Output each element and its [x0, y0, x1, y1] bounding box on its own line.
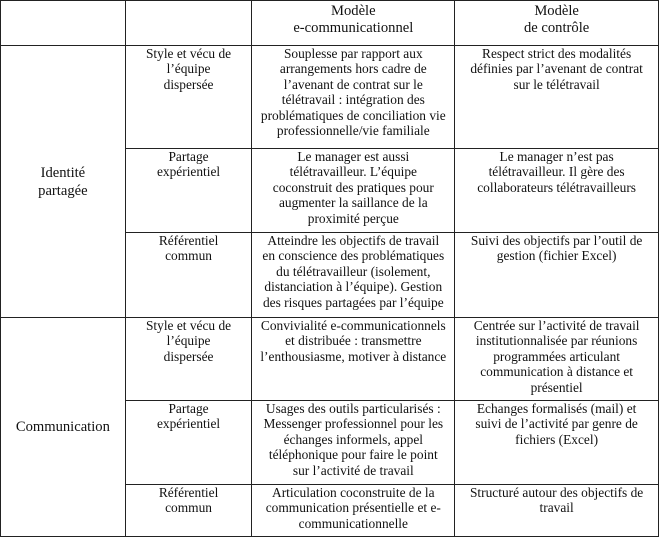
cell-text: télétravailleur. L’équipe [289, 164, 417, 180]
cell-text: Structuré autour des objectifs de [469, 485, 644, 500]
cell-text: sur le télétravail [513, 76, 600, 92]
cell-text: en conscience des problématiques [262, 248, 445, 264]
subcategory-cell [125, 485, 252, 537]
cell-text: Respect strict des modalités [482, 46, 632, 61]
subcategory-cell [125, 318, 252, 401]
cell-text: Centrée sur l’activité de travail [473, 318, 640, 333]
controle-cell [455, 401, 659, 485]
cell-text: Le manager est aussi [297, 149, 410, 164]
header-text: Modèle [331, 3, 376, 19]
group-label-text: Identité [40, 164, 86, 181]
subcategory-text: Partage [168, 401, 209, 416]
cell-text: définies par l’avenant de contrat [470, 61, 643, 77]
cell-text: collaborateurs télétravailleurs [477, 179, 636, 195]
subcategory-text: commun [165, 248, 212, 264]
ecom-cell [252, 149, 455, 233]
cell-text: Messenger professionnel pour les [263, 416, 444, 432]
subcategory-cell [125, 46, 252, 149]
group-label-text: Communication [15, 419, 110, 435]
subcategory-text: dispersée [163, 348, 214, 364]
cell-text: télétravailleur. Il gère des [488, 164, 625, 180]
ecom-cell [252, 318, 455, 401]
cell-text: et distribuée : transmettre [285, 333, 422, 349]
cell-text: suivi de l’activité par genre de [475, 416, 638, 432]
subcategory-cell [125, 233, 252, 318]
cell-text: problématiques de conciliation vie [260, 107, 446, 123]
cell-text: programmées articulant [493, 348, 621, 364]
ecom-cell [252, 485, 455, 537]
header-text: de contrôle [523, 20, 590, 36]
subcategory-text: l’équipe [166, 61, 211, 77]
subcategory-text: dispersée [163, 76, 214, 92]
subcategory-text: l’équipe [166, 333, 211, 349]
ecom-cell [252, 401, 455, 485]
empty-subheader-cell [125, 1, 252, 46]
cell-text: gestion (fichier Excel) [496, 248, 617, 264]
cell-text: du télétravailleur (isolement, [276, 263, 431, 279]
cell-text: Souplesse par rapport aux [283, 46, 423, 61]
cell-text: sur l’activité de travail [292, 462, 414, 478]
cell-text: échanges informels, appel [283, 431, 424, 447]
controle-cell [455, 149, 659, 233]
cell-text: Convivialité e-communicationnels [260, 318, 446, 333]
ecom-cell [252, 233, 455, 318]
cell-text: l’enthousiasme, motiver à distance [260, 348, 447, 364]
cell-text: proximité perçue [307, 210, 399, 226]
header-text: e-communicationnel [293, 20, 414, 36]
cell-text: télétravail : intégration des [281, 92, 425, 108]
ecom-cell [252, 46, 455, 149]
group-label-communication [1, 318, 126, 537]
controle-cell [455, 485, 659, 537]
cell-text: Suivi des objectifs par l’outil de [470, 233, 643, 248]
cell-text: professionnelle/vie familiale [276, 123, 430, 139]
empty-corner-cell [1, 1, 126, 46]
cell-text: coconstruit des pratiques pour [272, 179, 434, 195]
subcategory-text: Style et vécu de [145, 318, 232, 333]
subcategory-cell [125, 149, 252, 233]
subcategory-text: Référentiel [158, 485, 219, 500]
cell-text: communication à distance et [480, 364, 634, 380]
subcategory-text: Partage [168, 149, 209, 164]
header-controle [455, 1, 659, 46]
controle-cell [455, 318, 659, 401]
group-label-identite [1, 46, 126, 318]
cell-text: distanciation à l’équipe). Gestion [264, 279, 443, 295]
cell-text: Atteindre les objectifs de travail [267, 233, 440, 248]
header-text: Modèle [534, 3, 579, 19]
subcategory-text: Référentiel [158, 233, 219, 248]
cell-text: arrangements hors cadre de [279, 61, 427, 77]
header-ecommunicationnel [252, 1, 455, 46]
cell-text: fichiers (Excel) [515, 431, 599, 447]
subcategory-text: Style et vécu de [145, 46, 232, 61]
cell-text: Echanges formalisés (mail) et [476, 401, 637, 416]
cell-text: Le manager n’est pas [499, 149, 614, 164]
cell-text: des risques partagées par l’équipe [262, 294, 444, 310]
subcategory-text: commun [165, 500, 212, 516]
subcategory-text: expérientiel [156, 164, 221, 180]
cell-text: communicationnelle [298, 515, 408, 531]
group-label-text: partagée [38, 182, 88, 199]
subcategory-cell [125, 401, 252, 485]
cell-text: augmenter la saillance de la [278, 195, 428, 211]
cell-text: l’avenant de contrat sur le [283, 76, 423, 92]
cell-text: travail [539, 500, 574, 516]
cell-text: communication présentielle et e- [265, 500, 441, 516]
table-row [1, 318, 659, 401]
cell-text: Usages des outils particularisés : [265, 401, 441, 416]
subcategory-text: expérientiel [156, 416, 221, 432]
cell-text: institutionnalisée par réunions [475, 333, 638, 349]
cell-text: présentiel [530, 379, 583, 395]
controle-cell [455, 233, 659, 318]
cell-text: téléphonique pour faire le point [268, 447, 438, 463]
controle-cell [455, 46, 659, 149]
cell-text: Articulation coconstruite de la [272, 485, 435, 500]
header-row [1, 1, 659, 46]
table-row [1, 46, 659, 149]
